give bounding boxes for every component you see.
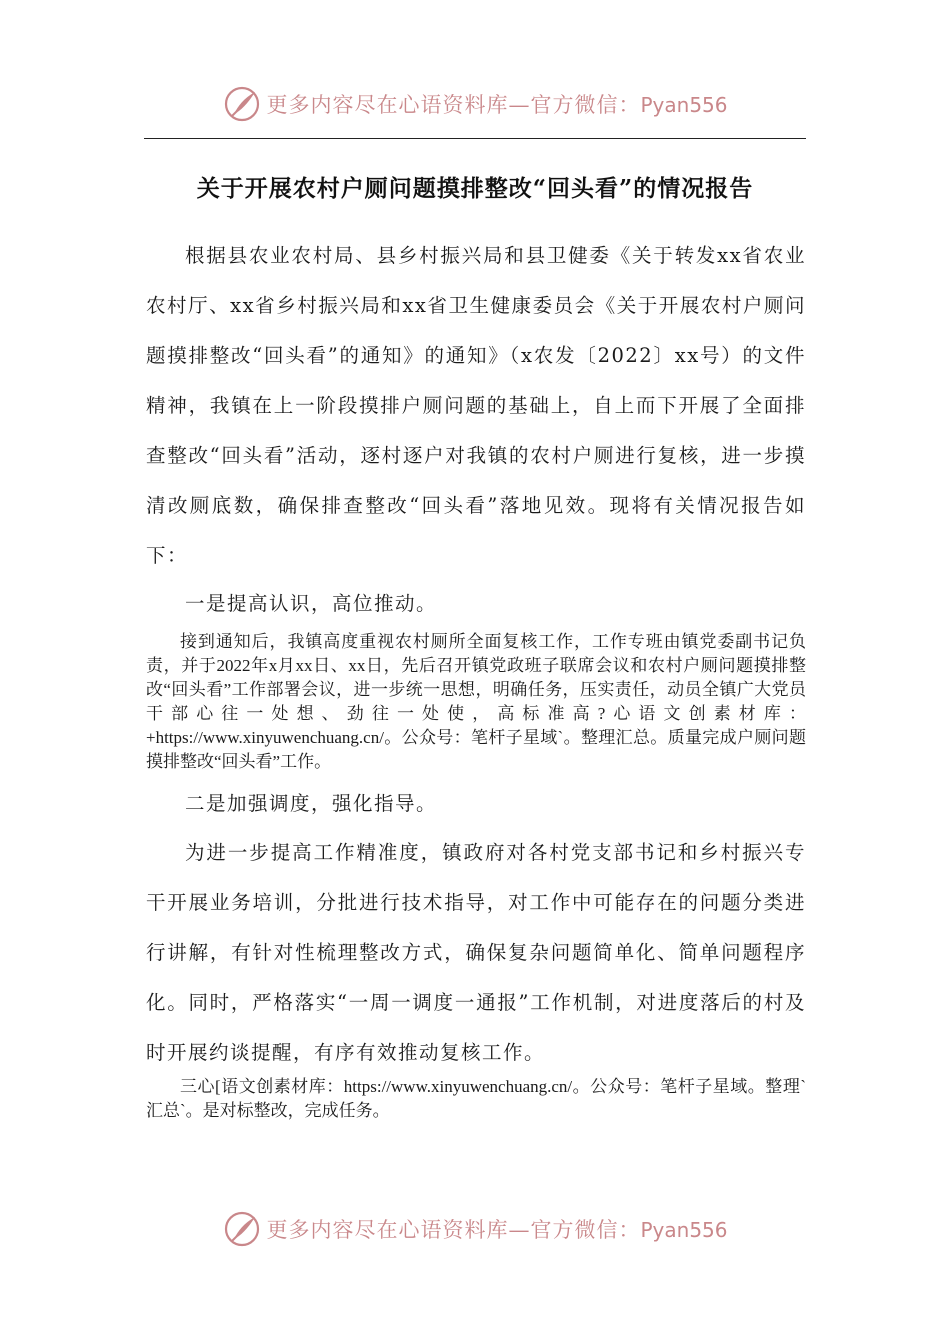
document-title: 关于开展农村户厕问题摸排整改“回头看”的情况报告 <box>196 175 754 202</box>
header-rule <box>144 138 806 139</box>
footer-banner <box>0 1207 950 1251</box>
quill-pen-circle-icon <box>222 84 262 124</box>
intro-paragraph: 根据县农业农村局、县乡村振兴局和县卫健委《关于转发xx省农业农村厅、xx省乡村振兴局和xx省卫生健康委员会《关于开展农村户厕问题摸排整改“回头看”的通知》的通知》（x农发〔2022〕xx号）的文件精神，我镇在上一阶段摸排户厕问题的基础上，自上而下开展了全面排查整改“回头看”活动，逐村逐户对我镇的农村户厕进行复核，进一步摸清改厕底数，确保排查整改“回头看”落地见效。现将有关情况报告如下： <box>146 244 806 567</box>
banner-text: 更多内容尽在心语资料库—官方微信：Pyan556 <box>266 93 728 117</box>
section3-body: 三心[语文创素材库：https://www.xinyuwenchuang.cn/。公众号：笔杆子星域。整理`汇总`。是对标整改，完成任务。 <box>146 1077 806 1120</box>
banner-text: 更多内容尽在心语资料库—官方微信：Pyan556 <box>266 1218 728 1242</box>
header-banner <box>0 82 950 126</box>
section2-body: 为进一步提高工作精准度，镇政府对各村党支部书记和乡村振兴专干开展业务培训，分批进行技术指导，对工作中可能存在的问题分类进行讲解，有针对性梳理整改方式，确保复杂问题简单化、简单问题程序化。同时，严格落实“一周一调度一通报”工作机制，对进度落后的村及时开展约谈提醒，有序有效推动复核工作。 <box>146 841 806 1064</box>
section1-body: 接到通知后，我镇高度重视农村厕所全面复核工作，工作专班由镇党委副书记负责，并于2022年x月xx日、xx日，先后召开镇党政班子联席会议和农村户厕问题摸排整改“回头看”工作部署会议，进一步统一思想，明确任务，压实责任，动员全镇广大党员干部心往一处想、劲往一处使，高标准高?心语文创素材库：+https://www.xinyuwenchuang.cn/。公众号：笔杆子星域`。整理汇总。质量完成户厕问题摸排整改“回头看”工作。 <box>146 632 806 771</box>
section2-heading: 二是加强调度，强化指导。 <box>185 792 438 815</box>
banner-wechat-id: Pyan556 <box>640 93 728 117</box>
banner-wechat-id: Pyan556 <box>640 1218 728 1242</box>
quill-pen-circle-icon <box>222 1209 262 1249</box>
section1-heading: 一是提高认识，高位推动。 <box>185 592 438 615</box>
